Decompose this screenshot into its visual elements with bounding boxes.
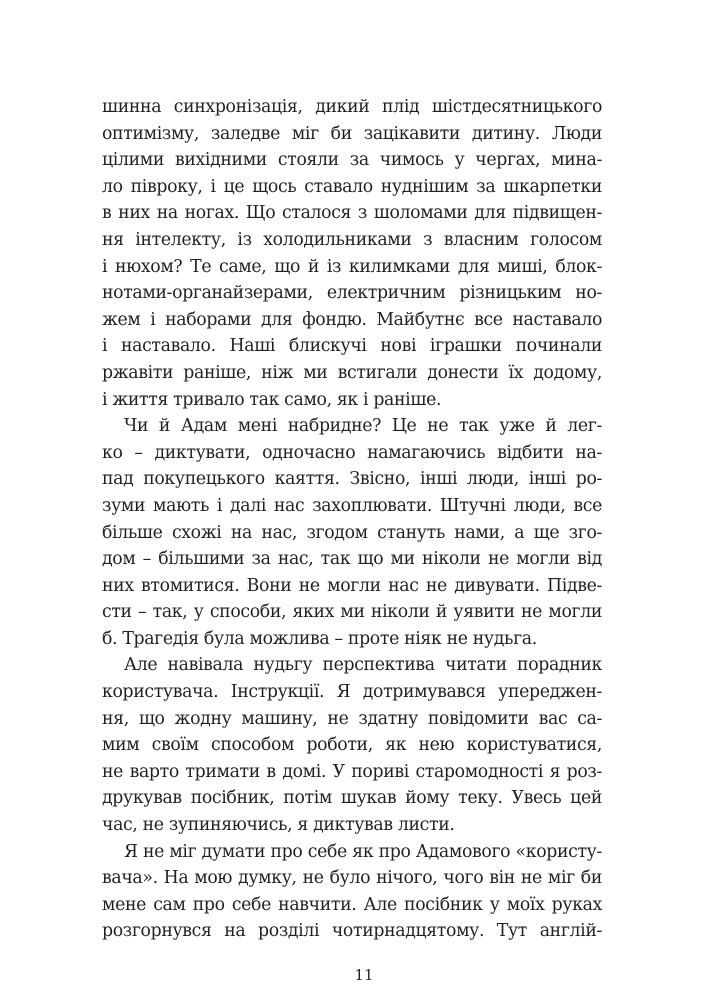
text-line: Я не міг думати про себе як про Адамового «користу- <box>124 841 602 862</box>
text-line: друкував посібник, потім шукав йому теку. Увесь цей <box>102 788 602 809</box>
text-line: і нюхом? Те саме, що й із килимками для миші, блок- <box>102 256 602 277</box>
text-line: ня, що жодну машину, не здатну повідомити вас са- <box>102 708 602 729</box>
text-line: них втомитися. Вони не могли нас не дивувати. Підве- <box>102 575 602 596</box>
text-line: мене сам про себе навчити. Але посібник у моїх руках <box>102 894 602 915</box>
paragraph <box>102 413 602 652</box>
text-line: вача». На мою думку, не було нічого, чого він не міг би <box>102 868 602 889</box>
text-line: сти – так, у способи, яких ми ніколи й уявити не могли <box>102 602 602 623</box>
text-line: і наставало. Наші блискучі нові іграшки починали <box>102 336 602 357</box>
text-line: нотами-органайзерами, електричним різницьким но- <box>102 283 602 304</box>
text-line: Але навівала нудьгу перспектива читати порадник <box>124 655 602 676</box>
text-line: Чи й Адам мені набридне? Це не так уже й лег- <box>124 416 602 437</box>
text-line: цілими вихідними стояли за чимось у чергах, мина- <box>102 150 602 171</box>
text-line: пад покупецького каяття. Звісно, інші люди, інші ро- <box>102 469 602 490</box>
text-line: ня інтелекту, із холодильниками з власним голосом <box>102 229 602 250</box>
paragraph <box>102 839 602 945</box>
text-line: оптимізму, заледве міг би зацікавити дитину. Люди <box>102 123 602 144</box>
text-line: ржавіти раніше, ніж ми встигали донести їх додому, <box>102 362 602 383</box>
text-line: б. Трагедія була можлива – проте ніяк не нудьга. <box>102 628 537 649</box>
text-line: дом – більшими за нас, так що ми ніколи не могли від <box>102 549 602 570</box>
text-line: розгорнувся на розділі чотирнадцятому. Тут англій- <box>102 921 602 942</box>
text-line: зуми мають і далі нас захоплювати. Штучні люди, все <box>102 495 602 516</box>
paragraph <box>102 652 602 838</box>
text-line: користувача. Інструкції. Я дотримувався упереджен- <box>102 682 602 703</box>
text-line: в них на ногах. Що сталося з шоломами для підвищен- <box>102 203 602 224</box>
text-line: ко – диктувати, одночасно намагаючись відбити на- <box>102 442 602 463</box>
text-line: більше схожі на нас, згодом стануть нами, а ще зго- <box>102 522 602 543</box>
text-line: жем і наборами для фондю. Майбутнє все наставало <box>102 309 602 330</box>
text-line: і життя тривало так само, як і раніше. <box>102 389 442 410</box>
paragraph <box>102 94 602 413</box>
page-number: 11 <box>354 966 374 984</box>
body-text <box>102 94 602 945</box>
text-line: мим своїм способом роботи, як нею користуватися, <box>102 735 602 756</box>
text-line: час, не зупиняючись, я диктував листи. <box>102 815 455 836</box>
text-line: не варто тримати в домі. У пориві старомодності я роз- <box>102 761 602 782</box>
text-line: ло півроку, і це щось ставало нуднішим за шкарпетки <box>102 176 602 197</box>
text-line: шинна синхронізація, дикий плід шістдесятницького <box>102 97 602 117</box>
